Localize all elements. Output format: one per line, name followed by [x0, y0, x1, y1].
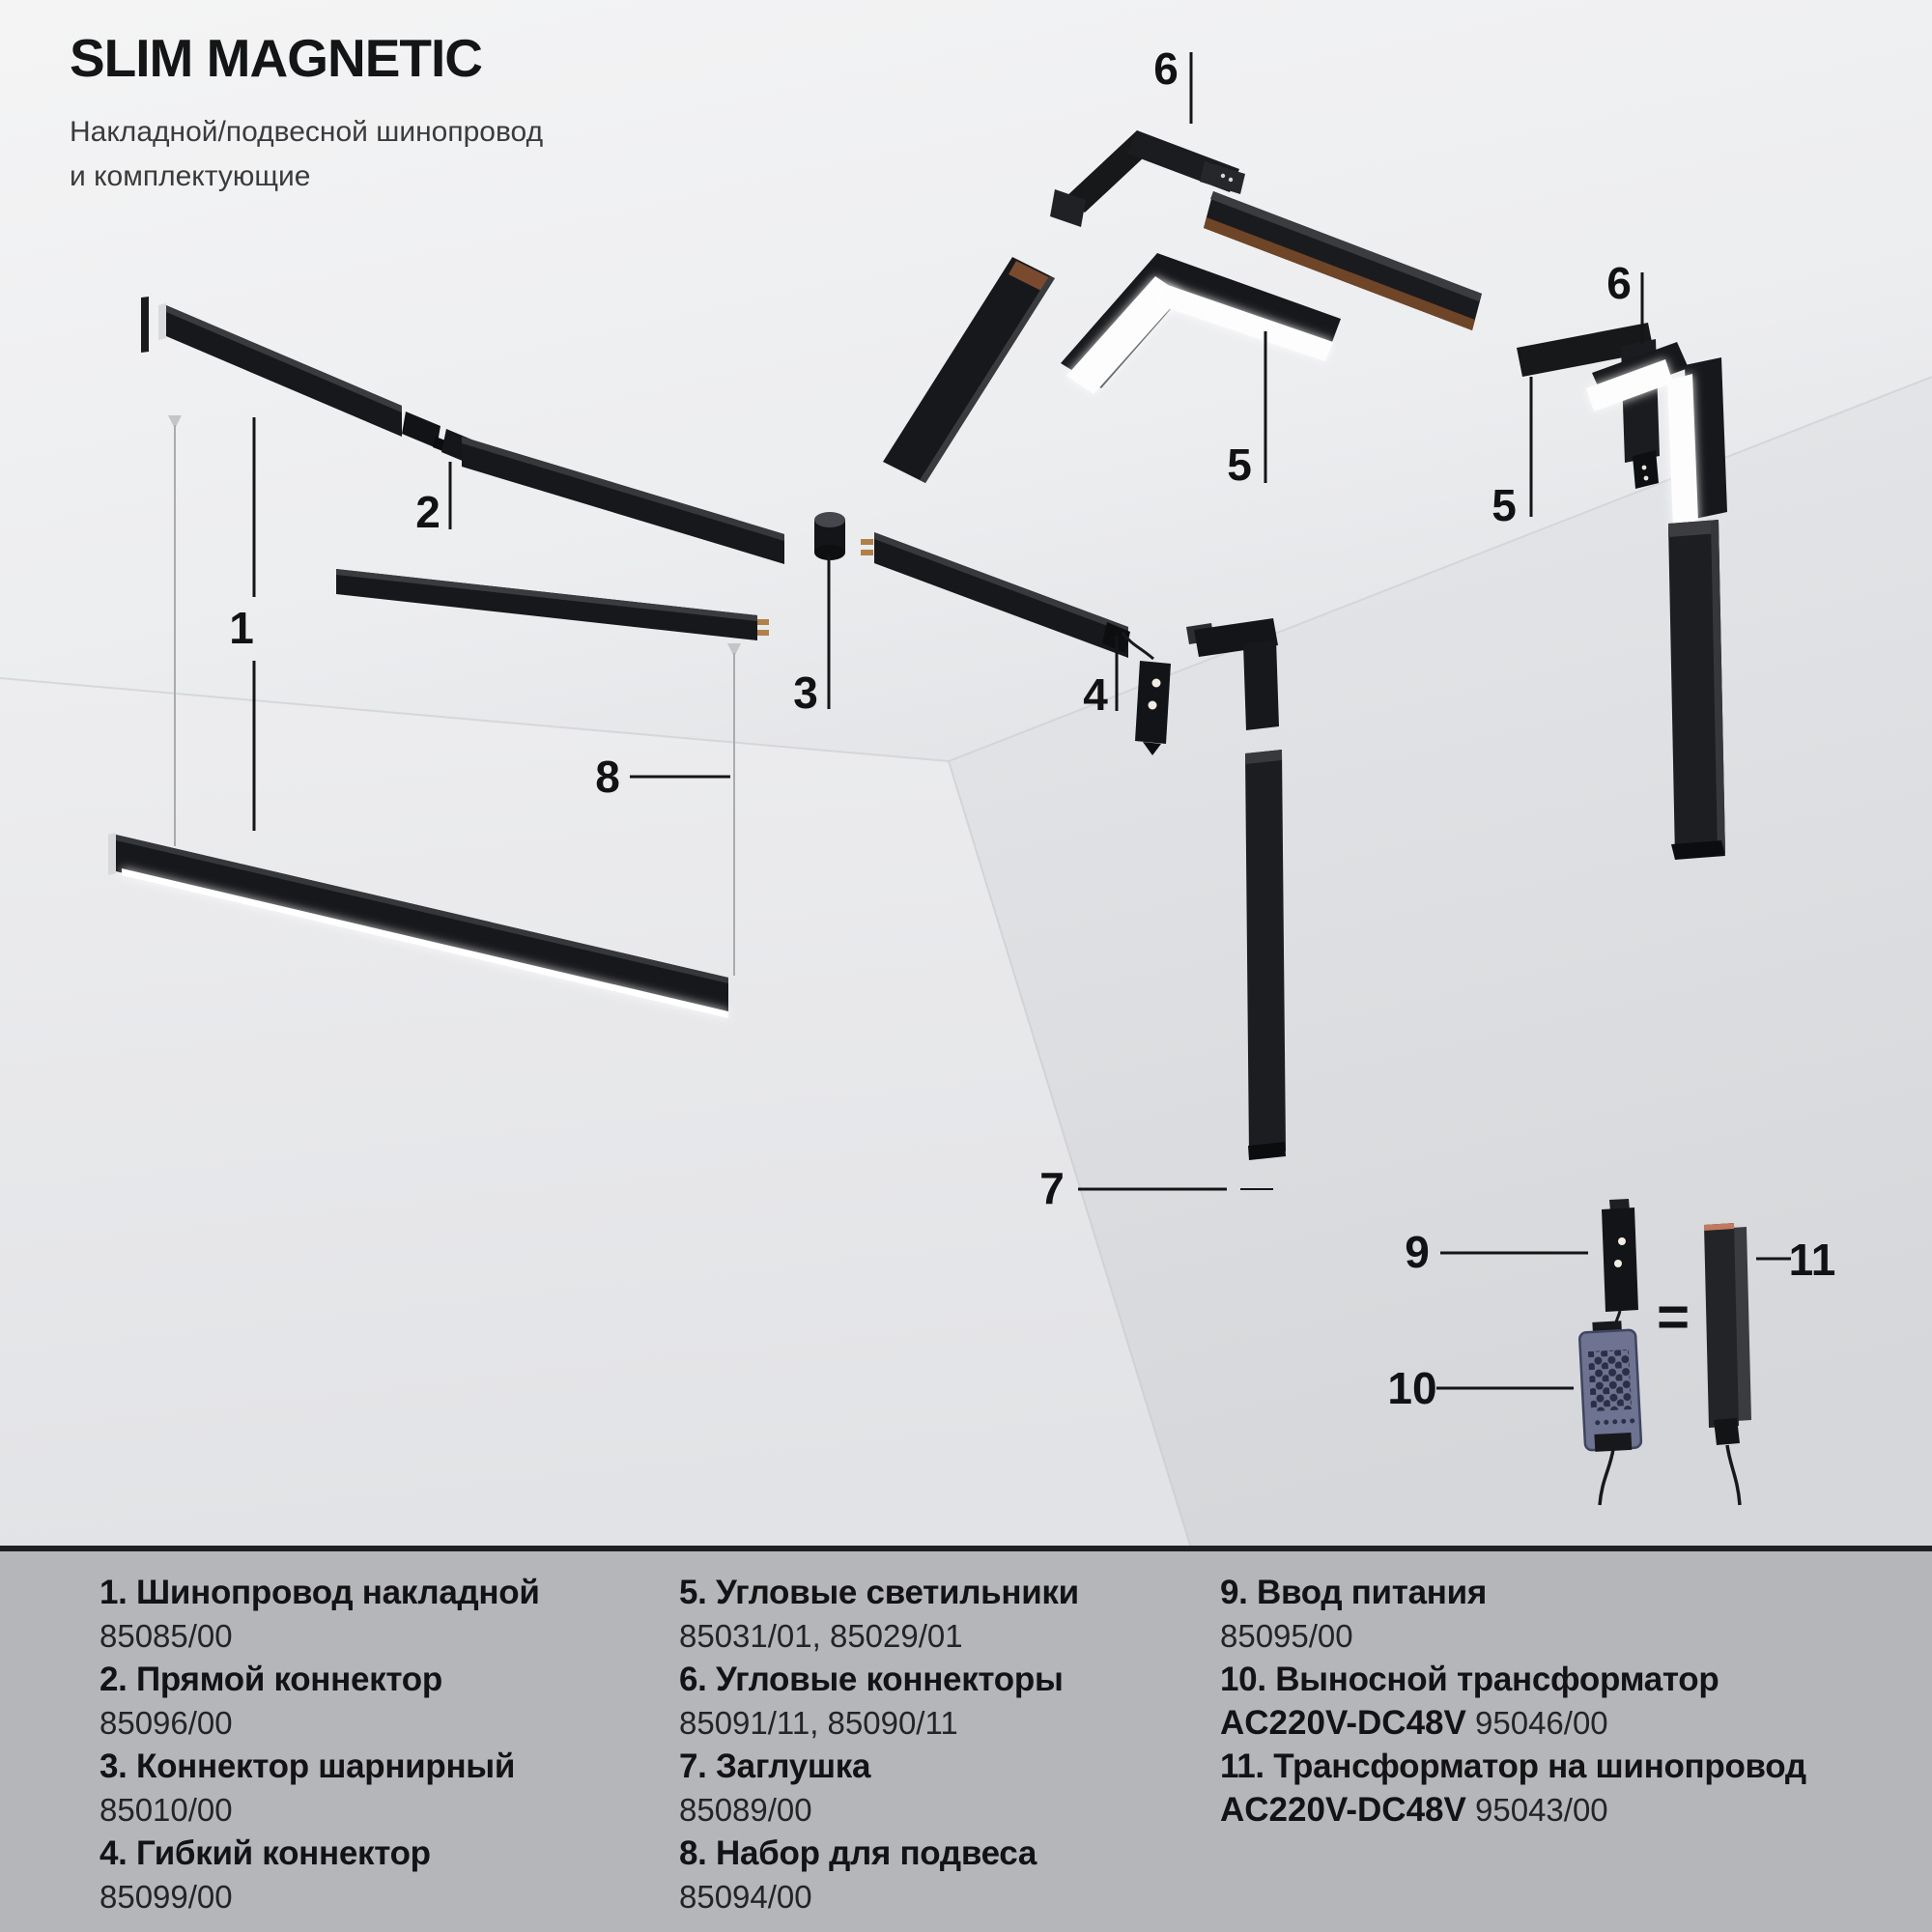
callout-5-right: 5 — [1492, 480, 1517, 530]
item-code: 85096/00 — [99, 1705, 233, 1741]
stub-contact — [1642, 466, 1647, 470]
floating-track-pin — [757, 630, 769, 636]
item-spec: AC220V-DC48V — [1220, 1704, 1466, 1742]
power-feed-contact — [1614, 1260, 1622, 1267]
plate-screw — [1229, 178, 1233, 182]
power-feed-contact — [1618, 1237, 1626, 1245]
pendant-light-cap — [108, 833, 116, 875]
callout-8: 8 — [595, 752, 620, 802]
callout-10: 10 — [1387, 1363, 1437, 1413]
item-code: 85089/00 — [679, 1792, 812, 1828]
item-code: 95046/00 — [1475, 1705, 1608, 1741]
callout-9: 9 — [1405, 1227, 1430, 1277]
callout-6-top: 6 — [1153, 43, 1179, 94]
right-corner-connector-stub — [1633, 450, 1659, 489]
legend-item-3: 3. Коннектор шарнирный 85010/00 — [99, 1747, 516, 1828]
corner-connector-leg — [1243, 639, 1279, 730]
item-code: 85091/11, 85090/11 — [679, 1705, 958, 1741]
item-spec: AC220V-DC48V — [1220, 1791, 1466, 1829]
legend-item-9: 9. Ввод питания 85095/00 — [1220, 1574, 1487, 1654]
callout-6-right: 6 — [1606, 258, 1632, 308]
legend-item-10: 10. Выносной трансформатор AC220V-DC48V 95046/00 — [1220, 1661, 1719, 1742]
track-transformer-connector — [1714, 1418, 1740, 1445]
end-cap-piece — [141, 297, 149, 353]
power-feed-body — [1602, 1208, 1638, 1312]
legend-item-4: 4. Гибкий коннектор 85099/00 — [99, 1834, 431, 1915]
flex-connector-contact — [1149, 701, 1157, 710]
hinge-connector-top — [814, 512, 845, 527]
legend-item-1: 1. Шинопровод накладной 85085/00 — [99, 1574, 540, 1654]
item-code: 85010/00 — [99, 1792, 233, 1828]
legend-item-7: 7. Заглушка 85089/00 — [679, 1747, 871, 1828]
transformer-bottom-cap — [1594, 1433, 1632, 1452]
subtitle-line2: и комплектующие — [70, 160, 311, 192]
legend-item-11: 11. Трансформатор на шинопровод AC220V-DC48V 95043/00 — [1220, 1747, 1806, 1829]
item-code: 85094/00 — [679, 1879, 812, 1915]
item-code: 85031/01, 85029/01 — [679, 1618, 963, 1654]
legend — [0, 1546, 1932, 1932]
callout-2: 2 — [415, 487, 440, 537]
legend-item-5: 5. Угловые светильники 85031/01, 85029/01 — [679, 1574, 1079, 1654]
external-transformer — [1578, 1321, 1641, 1453]
stub-contact — [1644, 476, 1649, 481]
legend-column-2 — [679, 1551, 1201, 1932]
center-track-pin — [861, 550, 873, 555]
page-subtitle — [70, 110, 543, 199]
item-code: 85095/00 — [1220, 1618, 1353, 1654]
item-code: 85099/00 — [99, 1879, 233, 1915]
callout-1: 1 — [229, 603, 254, 653]
surface-track-left-cap — [158, 303, 166, 340]
plate-screw — [1221, 174, 1225, 178]
transformer-vents — [1588, 1350, 1632, 1411]
floating-track-pin — [757, 619, 769, 625]
legend-item-2: 2. Прямой коннектор 85096/00 — [99, 1661, 442, 1741]
page-title: SLIM MAGNETIC — [70, 28, 482, 88]
track-transformer-body — [1704, 1223, 1739, 1428]
callout-5-mid: 5 — [1227, 440, 1252, 490]
header — [70, 27, 543, 199]
subtitle-line1: Накладной/подвесной шинопровод — [70, 116, 544, 148]
center-track-pin — [861, 539, 873, 545]
legend-column-1 — [99, 1551, 660, 1932]
equals-sign: = — [1657, 1286, 1690, 1349]
flex-connector-contact — [1152, 679, 1161, 688]
item-code: 85085/00 — [99, 1618, 233, 1654]
legend-column-3 — [1220, 1551, 1916, 1932]
callout-7: 7 — [1039, 1163, 1065, 1213]
legend-item-8: 8. Набор для подвеса 85094/00 — [679, 1834, 1037, 1915]
wall-track — [1245, 750, 1286, 1155]
legend-item-6: 6. Угловые коннекторы 85091/11, 85090/11 — [679, 1661, 1064, 1741]
callout-11: 11 — [1788, 1235, 1836, 1285]
item-code: 95043/00 — [1475, 1792, 1608, 1828]
callout-4: 4 — [1083, 669, 1108, 720]
callout-3: 3 — [793, 668, 818, 718]
